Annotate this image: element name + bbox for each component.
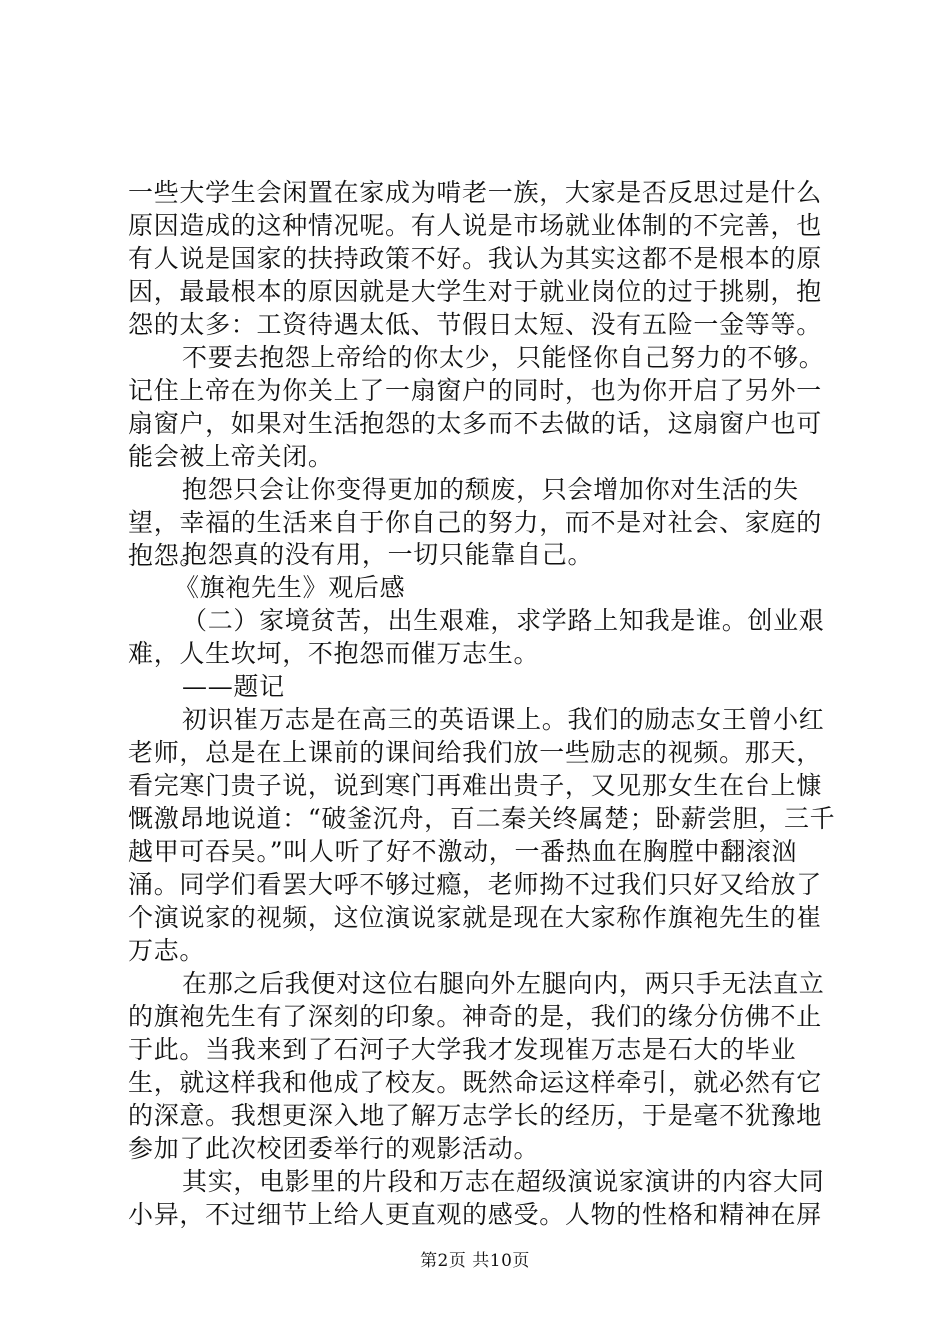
paragraph-8: 在那之后我便对这位右腿向外左腿向内，两只手无法直立的旗袍先生有了深刻的印象。神奇的是，我们的缘分仿佛不止于此。当我来到了石河子大学我才发现崔万志是石大的毕业生，就这样我和他成了校友。既然命运这样牵引，就必然有它的深意。我想更深入地了解万志学长的经历，于是毫不犹豫地参加了此次校团委举行的观影活动。 [128,969,825,1163]
paragraph-1: 一些大学生会闲置在家成为啃老一族，大家是否反思过是什么原因造成的这种情况呢。有人说是市场就业体制的不完善，也有人说是国家的扶持政策不好。我认为其实这都不是根本的原因，最最根本的原因就是大学生对于就业岗位的过于挑剔，抱怨的太多：工资待遇太低、节假日太短、没有五险一金等等。 [128,178,822,339]
paragraph-9: 其实，电影里的片段和万志在超级演说家演讲的内容大同小异，不过细节上给人更直观的感受。人物的性格和精神在屏 [128,1167,825,1229]
page-footer: 第2页 共10页 [420,1251,530,1271]
document-body-top [128,176,838,572]
document-body-bottom [128,538,838,1231]
paragraph-3: 抱怨只会让你变得更加的颓废，只会增加你对生活的失望，幸福的生活来自于你自己的努力，而不是对社会、家庭的抱怨。 [128,475,822,570]
paragraph-2: 不要去抱怨上帝给的你太少，只能怪你自己努力的不够。记住上帝在为你关上了一扇窗户的同时，也为你开启了另外一扇窗户，如果对生活抱怨的太多而不去做的话，这扇窗户也可能会被上帝关闭。 [128,343,825,471]
paragraph-epigraph: （二）家境贫苦，出生艰难，求学路上知我是谁。创业艰难，人生坎坷，不抱怨而催万志生。 [128,606,825,668]
paragraph-7: 初识崔万志是在高三的英语课上。我们的励志女王曾小红老师，总是在上课前的课间给我们放一些励志的视频。那天，看完寒门贵子说，说到寒门再难出贵子，又见那女生在台上慷慨激昂地说道：“破釜沉舟，百二秦关终属楚；卧薪尝胆，三千越甲可吞吴。”叫人听了好不激动，一番热血在胸膛中翻滚汹涌。同学们看罢大呼不够过瘾，老师拗不过我们只好又给放了个演说家的视频，这位演说家就是现在大家称作旗袍先生的崔万志。 [128,705,836,965]
epigraph-attribution: ——题记 [182,672,285,701]
paragraph-4: 抱怨真的没有用，一切只能靠自己。 [182,540,594,569]
review-title: 《旗袍先生》观后感 [174,573,406,602]
